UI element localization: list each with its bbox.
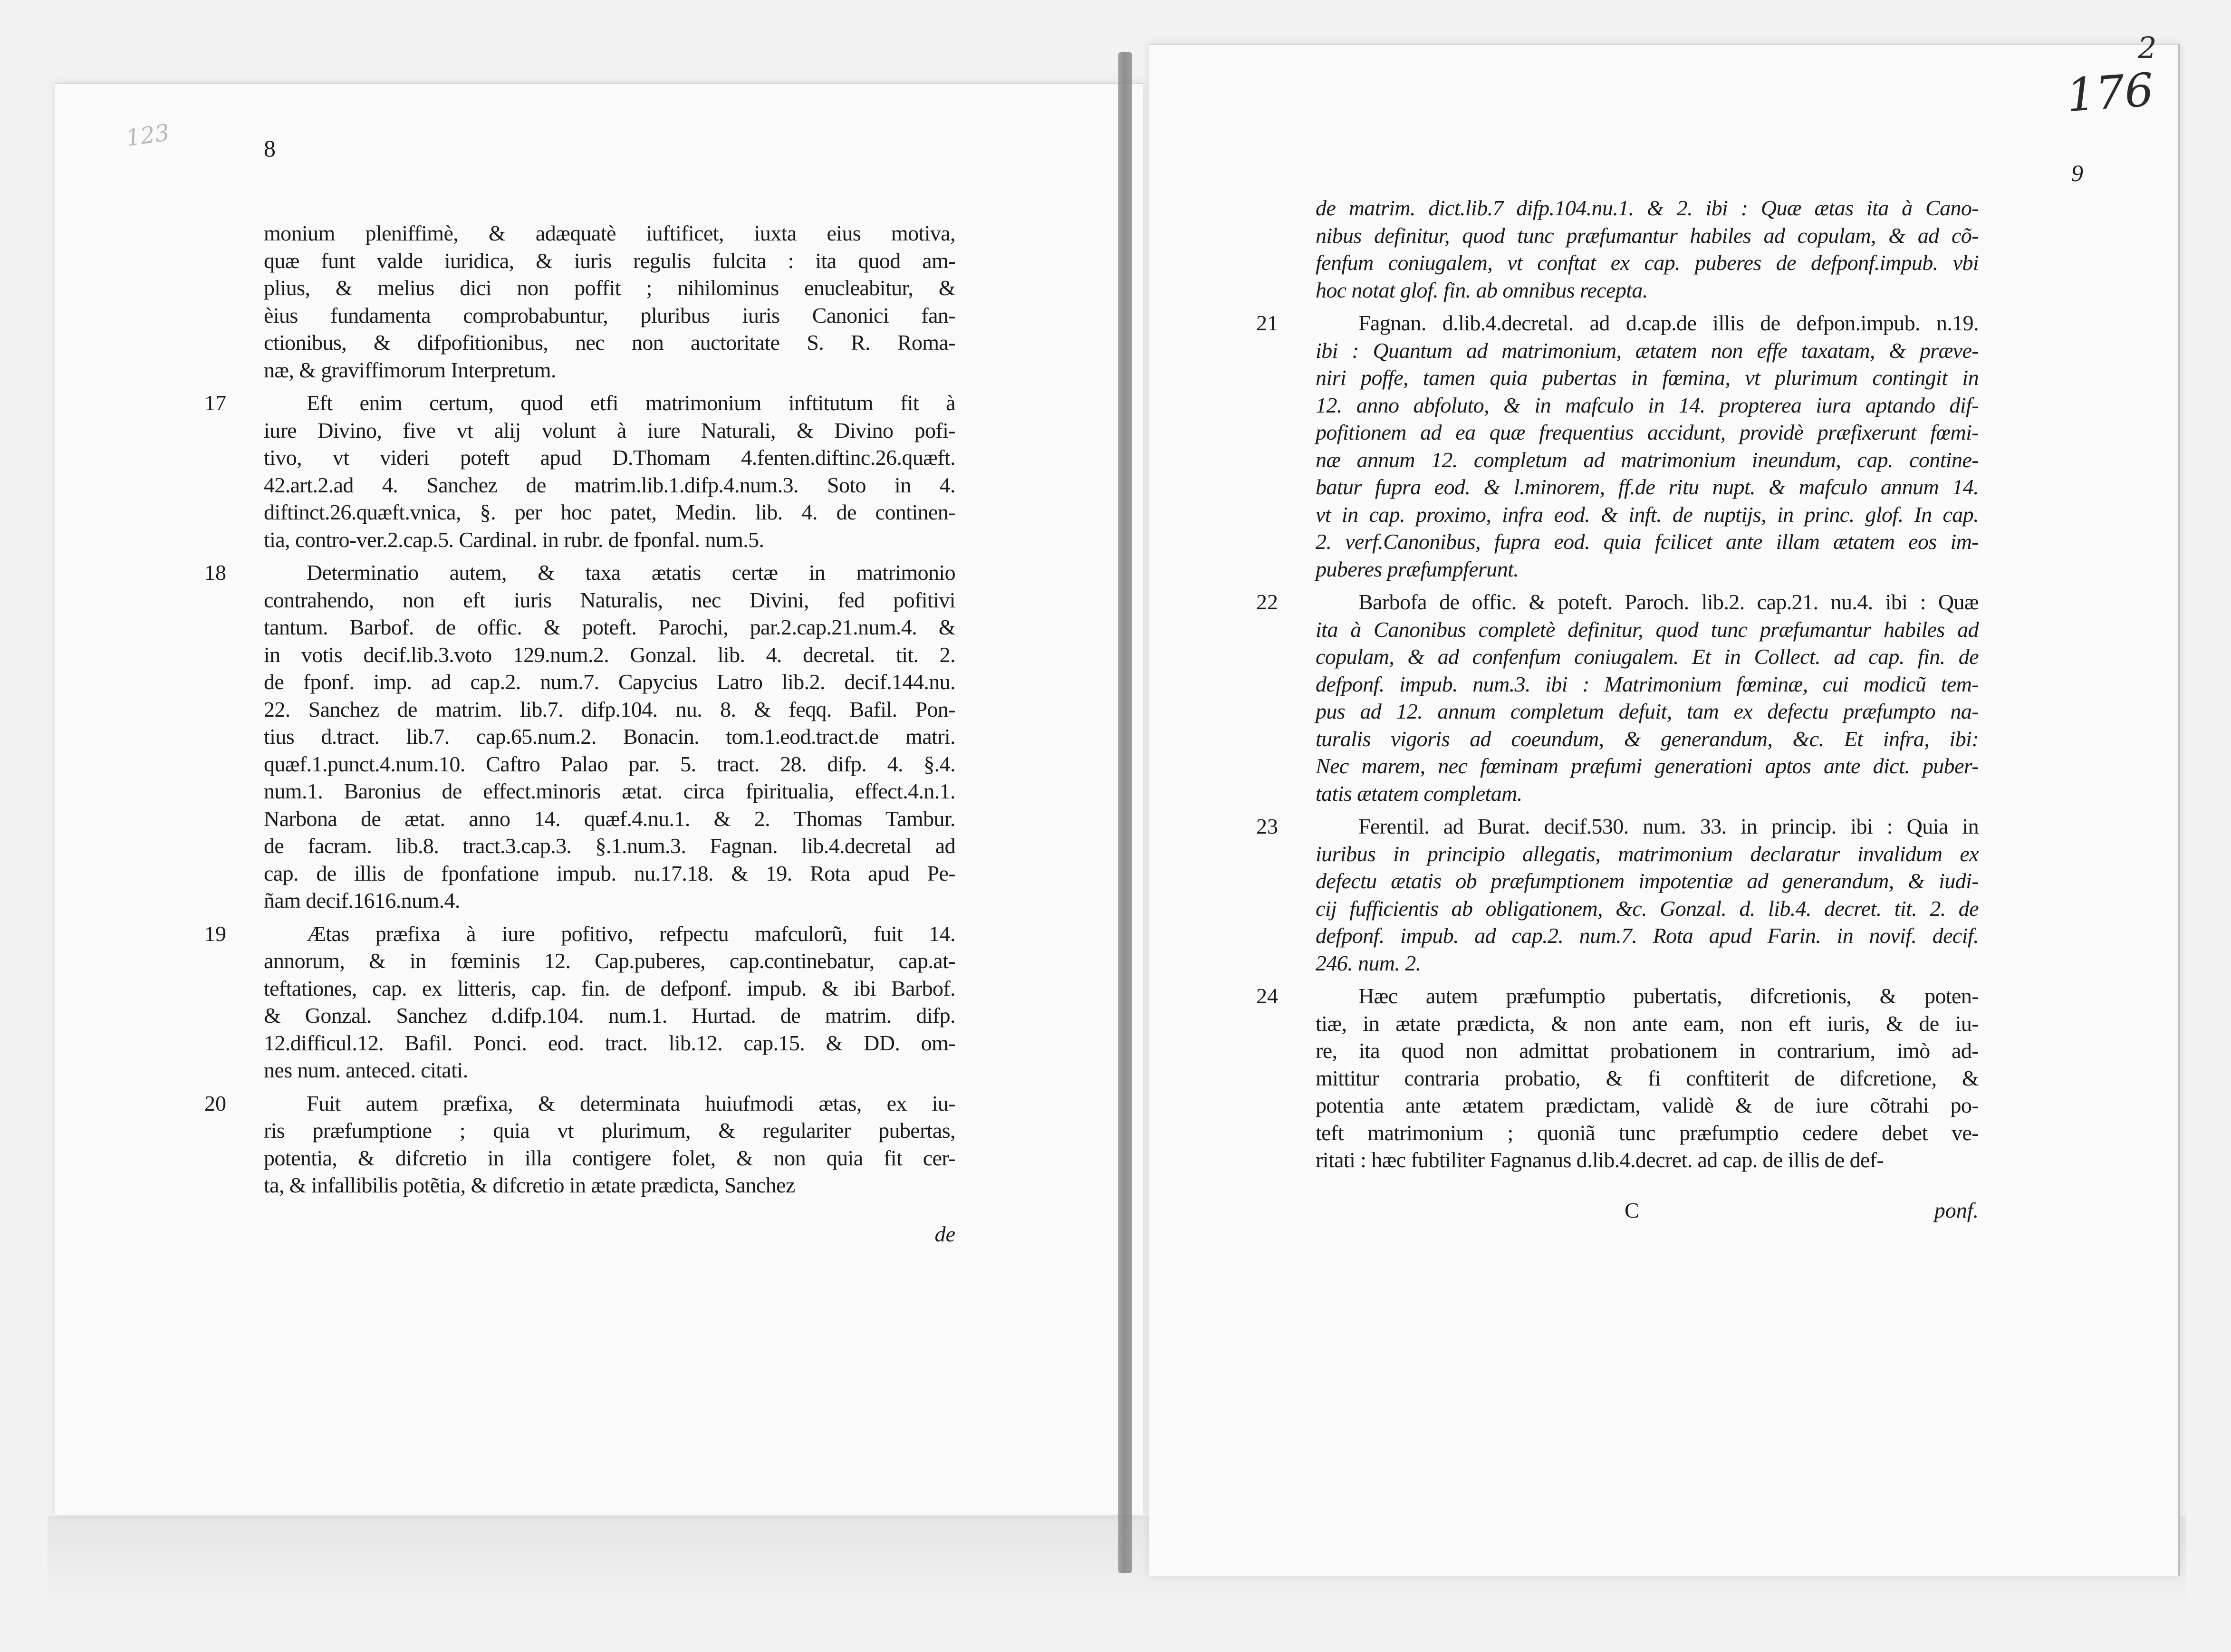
text-line: puberes præfumpferunt. [1316, 557, 1519, 581]
text-line: 2. verf.Canonibus, fupra eod. quia fcilicet ante illam ætatem eos im- [1316, 529, 1979, 554]
text-line: iuribus in principio allegatis, matrimonium declaratur invalidum ex [1316, 841, 1979, 866]
text-line: 12. anno abfoluto, & in mafculo in 14. propterea iura aptando dif- [1316, 393, 1979, 417]
text-line: pus ad 12. annum completum defuit, tam ex defectu præfumpto na- [1316, 699, 1979, 723]
paragraph [204, 1090, 955, 1199]
text-line: ita à Canonibus completè definitur, quod tunc præfumantur habiles ad [1316, 617, 1979, 642]
text-line: annorum, & in fœminis 12. Cap.puberes, cap.continebatur, cap.at- [264, 949, 955, 973]
margin-paragraph-number: 20 [204, 1091, 226, 1115]
text-line: potentia ante ætatem prædictam, validè & de iure cõtrahi po- [1316, 1093, 1979, 1117]
text-line: batur fupra eod. & l.minorem, ff.de ritu nupt. & mafculo annum 14. [1316, 475, 1979, 499]
catchword: de [934, 1221, 955, 1246]
text-line: Barbofa de offic. & poteft. Paroch. lib.2. cap.21. nu.4. ibi : Quæ [1358, 590, 1979, 614]
text-line: ris præfumptione ; quia vt plurimum, & regulariter pubertas, [264, 1118, 955, 1143]
margin-paragraph-number: 18 [204, 560, 226, 585]
text-line: nes num. anteced. citati. [264, 1058, 468, 1082]
text-line: diftinct.26.quæft.vnica, §. per hoc patet, Medin. lib. 4. de continen- [264, 500, 955, 524]
text-line: in votis decif.lib.3.voto 129.num.2. Gonzal. lib. 4. decretal. tit. 2. [264, 642, 955, 667]
text-line: Fagnan. d.lib.4.decretal. ad d.cap.de illis de defpon.impub. n.19. [1358, 311, 1979, 335]
left-page-body [204, 220, 955, 1246]
text-line: iure Divino, five vt alij volunt à iure Naturali, & Divino pofi- [264, 418, 955, 442]
text-line: 12.difficul.12. Bafil. Ponci. eod. tract. lib.12. cap.15. & DD. om- [264, 1030, 955, 1055]
left-page [55, 83, 1143, 1515]
text-line: & Gonzal. Sanchez d.difp.104. num.1. Hurtad. de matrim. difp. [264, 1003, 955, 1028]
margin-paragraph-number: 17 [204, 391, 226, 415]
text-line: defponf. impub. num.3. ibi : Matrimonium fœminæ, cui modicũ tem- [1316, 672, 1979, 696]
margin-paragraph-number: 21 [1256, 311, 1278, 335]
text-line: ctionibus, & difpofitionibus, nec non auctoritate S. R. Roma- [264, 330, 955, 355]
page-number-right: 9 [2071, 160, 2083, 186]
text-line: de matrim. dict.lib.7 difp.104.nu.1. & 2. ibi : Quæ ætas ita à Cano- [1316, 196, 1979, 220]
paragraph [204, 389, 955, 553]
text-line: quæ funt valde iuridica, & iuris regulis fulcita : ita quod am- [264, 248, 955, 273]
text-line: fenfum coniugalem, vt conftat ex cap. puberes de defponf.impub. vbi [1316, 250, 1979, 275]
text-line: defectu ætatis ob præfumptionem impotentiæ ad generandum, & iudi- [1316, 869, 1979, 893]
paragraph [1316, 194, 1979, 304]
text-line: contrahendo, non eft iuris Naturalis, nec Divini, fed pofitivi [264, 587, 955, 612]
text-line: teftationes, cap. ex litteris, cap. fin. de defponf. impub. & ibi Barbof. [264, 976, 955, 1000]
text-line: Narbona de ætat. anno 14. quæf.4.nu.1. & 2. Thomas Tambur. [264, 806, 955, 831]
text-line: Hæc autem præfumptio pubertatis, difcretionis, & poten- [1358, 984, 1979, 1008]
text-line: næ annum 12. completum ad matrimonium ineundum, cap. contine- [1316, 447, 1979, 472]
text-line: ta, & infallibilis potẽtia, & difcretio in ætate prædicta, Sanchez [264, 1173, 795, 1197]
text-line: Ætas præfixa à iure pofitivo, refpectu mafculorũ, fuit 14. [307, 921, 955, 946]
text-line: vt in cap. proximo, infra eod. & inft. de nuptijs, in princ. glof. In cap. [1316, 502, 1979, 527]
margin-paragraph-number: 23 [1256, 814, 1278, 838]
paragraph [1256, 813, 1979, 977]
text-line: de facram. lib.8. tract.3.cap.3. §.1.num.3. Fagnan. lib.4.decretal ad [264, 834, 955, 858]
text-line: tius d.tract. lib.7. cap.65.num.2. Bonacin. tom.1.eod.tract.de matri. [264, 724, 955, 749]
margin-paragraph-number: 22 [1256, 590, 1278, 614]
text-line: 42.art.2.ad 4. Sanchez de matrim.lib.1.difp.4.num.3. Soto in 4. [264, 472, 955, 497]
text-line: hoc notat glof. fin. ab omnibus recepta. [1316, 278, 1648, 302]
faint-handwritten-mark: 123 [124, 119, 172, 152]
paragraph [204, 920, 955, 1084]
text-line: ibi : Quantum ad matrimonium, ætatem non effe taxatam, & præve- [1316, 338, 1979, 363]
text-line: niri poffe, tamen quia pubertas in fœmina, vt plurimum contingit in [1316, 365, 1979, 390]
text-line: monium pleniffimè, & adæquatè iuftificet, iuxta eius motiva, [264, 221, 955, 245]
text-line: Nec marem, nec fœminam præfumi generationi aptos ante dict. puber- [1316, 754, 1979, 778]
paragraph [264, 220, 955, 384]
text-line: de fponf. imp. ad cap.2. num.7. Capycius Latro lib.2. decif.144.nu. [264, 670, 955, 694]
paragraph [204, 559, 955, 914]
text-line: pofitionem ad ea quæ frequentius accidunt, providè præfixerunt fœmi- [1316, 420, 1979, 444]
text-line: tantum. Barbof. de offic. & poteft. Parochi, par.2.cap.21.num.4. & [264, 615, 955, 639]
handwritten-folio-number: 176 [2065, 63, 2155, 123]
text-line: tatis ætatem completam. [1316, 781, 1522, 806]
text-line: potentia, & difcretio in illa contigere folet, & non quia fit cer- [264, 1145, 955, 1170]
text-line: èius fundamenta comprobabuntur, pluribus iuris Canonici fan- [264, 303, 955, 327]
right-page [1149, 30, 2180, 1576]
handwritten-folio-superscript: 2 [2138, 30, 2157, 65]
text-line: quæf.1.punct.4.num.10. Caftro Palao par. 5. tract. 28. difp. 4. §.4. [264, 751, 955, 776]
page-number-left: 8 [264, 135, 276, 162]
book-spine [1118, 52, 1132, 1573]
text-line: nibus definitur, quod tunc præfumantur habiles ad copulam, & ad cõ- [1316, 223, 1979, 248]
margin-paragraph-number: 19 [204, 921, 226, 946]
text-line: ritati : hæc fubtiliter Fagnanus d.lib.4.decret. ad cap. de illis de def- [1316, 1148, 1884, 1172]
text-line: re, ita quod non admittat probationem in contrarium, imò ad- [1316, 1038, 1979, 1063]
text-line: defponf. impub. ad cap.2. num.7. Rota apud Farin. in novif. decif. [1316, 923, 1979, 948]
text-line: tiæ, in ætate prædicta, & non ante eam, non eft iuris, & de iu- [1316, 1011, 1979, 1036]
paragraph [1256, 588, 1979, 807]
text-line: 246. num. 2. [1316, 951, 1421, 975]
text-line: 22. Sanchez de matrim. lib.7. difp.104. nu. 8. & feqq. Bafil. Pon- [264, 697, 955, 721]
text-line: cap. de illis de fponfatione impub. nu.17.18. & 19. Rota apud Pe- [264, 861, 955, 885]
paragraph [1256, 982, 1979, 1174]
text-line: ñam decif.1616.num.4. [264, 888, 460, 912]
text-line: Eft enim certum, quod etfi matrimonium inftitutum fit à [307, 391, 955, 415]
margin-paragraph-number: 24 [1256, 984, 1278, 1008]
text-line: plius, & melius dici non poffit ; nihilominus enucleabitur, & [264, 276, 955, 300]
text-line: turalis vigoris ad coeundum, & generandum, &c. Et infra, ibi: [1316, 726, 1979, 751]
text-line: num.1. Baronius de effect.minoris ætat. circa fpiritualia, effect.4.n.1. [264, 779, 955, 803]
text-line: mittitur contraria probatio, & fi conftiterit de difcretione, & [1316, 1066, 1979, 1090]
paragraph [1256, 309, 1979, 583]
text-line: Ferentil. ad Burat. decif.530. num. 33. in princip. ibi : Quia in [1358, 814, 1979, 838]
text-line: tia, contro-ver.2.cap.5. Cardinal. in rubr. de fponfal. num.5. [264, 527, 764, 552]
right-page-body [1256, 194, 1979, 1222]
text-line: tivo, vt videri poteft apud D.Thomam 4.fenten.diftinc.26.quæft. [264, 445, 955, 470]
text-line: Determinatio autem, & taxa ætatis certæ in matrimonio [307, 560, 955, 585]
text-line: teft matrimonium ; quoniã tunc præfumptio cedere debet ve- [1316, 1120, 1979, 1145]
signature-mark: C [1625, 1198, 1639, 1222]
text-line: copulam, & ad confenfum coniugalem. Et in Collect. ad cap. fin. de [1316, 644, 1979, 669]
text-line: Fuit autem præfixa, & determinata huiufmodi ætas, ex iu- [307, 1091, 955, 1115]
catchword: ponf. [1934, 1198, 1979, 1222]
text-line: cij fufficientis ab obligationem, &c. Gonzal. d. lib.4. decret. tit. 2. de [1316, 896, 1979, 921]
text-line: næ, & graviffimorum Interpretum. [264, 357, 556, 382]
